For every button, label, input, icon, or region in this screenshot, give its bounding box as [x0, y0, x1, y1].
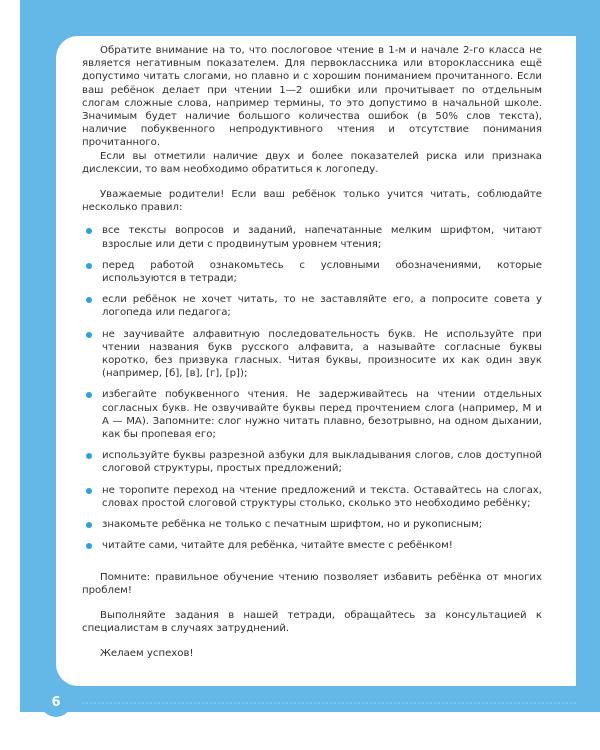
bullet-dot-icon — [86, 522, 92, 528]
list-item — [82, 449, 542, 475]
rule-text: если ребёнок не хочет читать, то не заставляйте его, а попросите совета у логопеда или педагога; — [102, 294, 542, 319]
list-item — [82, 484, 542, 510]
list-item — [82, 328, 542, 381]
page-text — [82, 44, 542, 661]
page-number: 6 — [41, 689, 71, 717]
rule-text: перед работой ознакомьтесь с условными обозначениями, которые используются в тетради; — [102, 259, 542, 285]
bullet-dot-icon — [86, 263, 92, 269]
bullet-dot-icon — [86, 453, 92, 459]
bullet-dot-icon — [86, 228, 92, 234]
rule-text: все тексты вопросов и заданий, напечатанные мелким шрифтом, читают взрослые или дети с продвинутым уровнем чтения; — [102, 225, 542, 250]
rule-text: используйте буквы разрезной азбуки для выкладывания слогов, слов доступной слоговой структуры, простых предложений; — [102, 450, 542, 475]
list-item — [82, 224, 542, 250]
bullet-dot-icon — [86, 332, 92, 338]
dotted-footer-line — [82, 702, 576, 708]
rule-text: читайте сами, читайте для ребёнка, читайте вместе с ребёнком! — [102, 540, 453, 552]
intro-paragraph-2: Если вы отметили наличие двух и более показателей риска или признака дислексии, то вам необходимо обратиться к логопеду. — [82, 150, 542, 175]
list-item — [82, 518, 542, 531]
closing-remember: Помните: правильное обучение чтению позволяет избавить ребёнка от многих проблем! — [82, 571, 542, 596]
bullet-dot-icon — [86, 297, 92, 303]
rule-text: знакомьте ребёнка не только с печатным шрифтом, но и рукописным; — [102, 519, 483, 531]
list-item — [82, 293, 542, 319]
rule-text: не заучивайте алфавитную последовательность букв. Не используйте при чтении названия букв русского алфавита, а называйте согласные буквы коротко, без призвука гласных. Читая буквы, произносите их как один звук (например, [б], [в], [г], [р]); — [102, 328, 542, 380]
bullet-dot-icon — [86, 488, 92, 494]
parents-intro: Уважаемые родители! Если ваш ребёнок только учится читать, соблюдайте несколько правил: — [82, 189, 542, 214]
closing-tasks: Выполняйте задания в нашей тетради, обращайтесь за консультацией к специалистам в случаях затруднений. — [82, 609, 542, 635]
rule-text: не торопите переход на чтение предложений и текста. Оставайтесь на слогах, словах простой слоговой структуры столько, сколько это необходимо ребёнку; — [102, 484, 542, 509]
rule-text: избегайте побуквенного чтения. Не задерживайтесь на чтении отдельных согласных букв. Не озвучивайте буквы перед прочтением слога (например, М и А — МА). Запомните: слог нужно читать плавно, безотрывно, на одном дыхании, как бы пропевая его; — [102, 389, 542, 441]
intro-paragraph-1: Обратите внимание на то, что послоговое чтение в 1-м и начале 2-го класса не является негативным показателем. Для первоклассника или второклассника ещё допустимо читать слогами, но плавно и с хорошим пониманием прочитанного. Если ваш ребёнок делает при чтении 1—2 ошибки или прочитывает по отдельным слогам сложные слова, например термины, то это допустимо в начальной школе. Значимым будет наличие большого количества ошибок (в 50% слов текста), наличие побуквенного непродуктивного чтения и отсутствие понимания прочитанного. — [82, 45, 542, 149]
rules-list — [82, 224, 542, 552]
closing-wishes: Желаем успехов! — [100, 648, 194, 660]
list-item — [82, 539, 542, 552]
bullet-dot-icon — [86, 392, 92, 398]
list-item — [82, 259, 542, 285]
list-item — [82, 388, 542, 441]
bullet-dot-icon — [86, 543, 92, 549]
